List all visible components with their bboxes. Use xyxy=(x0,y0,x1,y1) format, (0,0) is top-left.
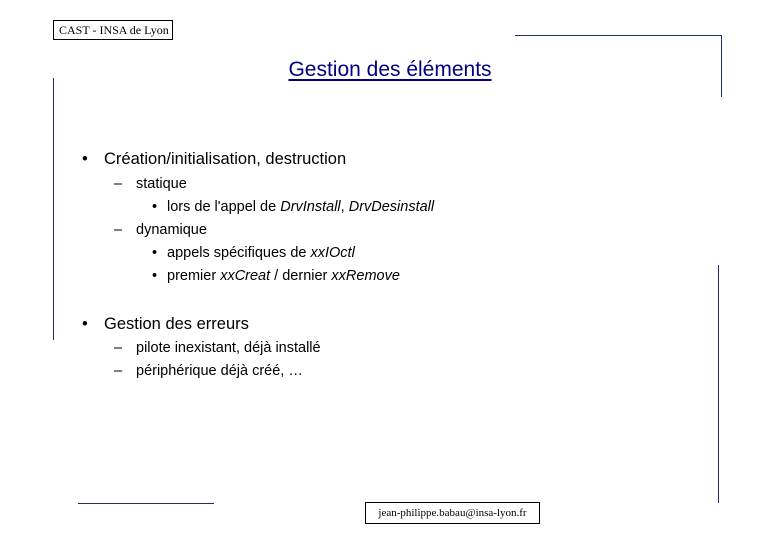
dash-marker: – xyxy=(114,222,123,238)
dot-marker: • xyxy=(152,268,158,284)
footer-email: jean-philippe.babau@insa-lyon.fr xyxy=(365,502,540,524)
list-item-text: dynamique xyxy=(136,222,207,238)
decorative-line-bottom-left xyxy=(78,503,214,504)
list-item-creat-remove xyxy=(152,268,400,284)
text-part: lors de l'appel de xyxy=(167,199,281,215)
page-title: Gestion des éléments xyxy=(288,58,492,81)
function-name: DrvDesinstall xyxy=(348,199,435,215)
dot-marker: • xyxy=(152,199,158,215)
dash-marker: – xyxy=(114,176,123,192)
text-part: / dernier xyxy=(270,268,332,284)
section-creation xyxy=(82,150,347,169)
list-item-text: statique xyxy=(136,176,187,192)
text-part: premier xyxy=(167,268,221,284)
header-label: CAST - INSA de Lyon xyxy=(53,20,173,40)
dash-marker: – xyxy=(114,340,123,356)
bullet-marker: • xyxy=(82,150,88,168)
bullet-marker: • xyxy=(82,315,88,333)
function-name: DrvInstall xyxy=(280,199,341,215)
list-item-peripherique xyxy=(114,363,303,379)
list-item-text: périphérique déjà créé, … xyxy=(136,363,303,379)
decorative-line-top-right xyxy=(515,35,722,36)
section-title: Création/initialisation, destruction xyxy=(104,150,347,168)
list-item-ioctl xyxy=(152,245,355,261)
section-erreurs xyxy=(82,315,249,334)
decorative-line-left xyxy=(53,78,54,340)
list-item-pilote xyxy=(114,340,321,356)
function-name: xxRemove xyxy=(331,268,400,284)
list-item-text: pilote inexistant, déjà installé xyxy=(136,340,321,356)
function-name: xxIOctl xyxy=(310,245,355,261)
function-name: xxCreat xyxy=(220,268,271,284)
dot-marker: • xyxy=(152,245,158,261)
decorative-line-right-lower xyxy=(718,265,719,503)
list-item-dynamique xyxy=(114,222,207,238)
text-part: , xyxy=(340,199,349,215)
list-item-statique xyxy=(114,176,187,192)
text-part: appels spécifiques de xyxy=(167,245,311,261)
section-title: Gestion des erreurs xyxy=(104,315,249,333)
dash-marker: – xyxy=(114,363,123,379)
list-item-drvinstall xyxy=(152,199,435,215)
